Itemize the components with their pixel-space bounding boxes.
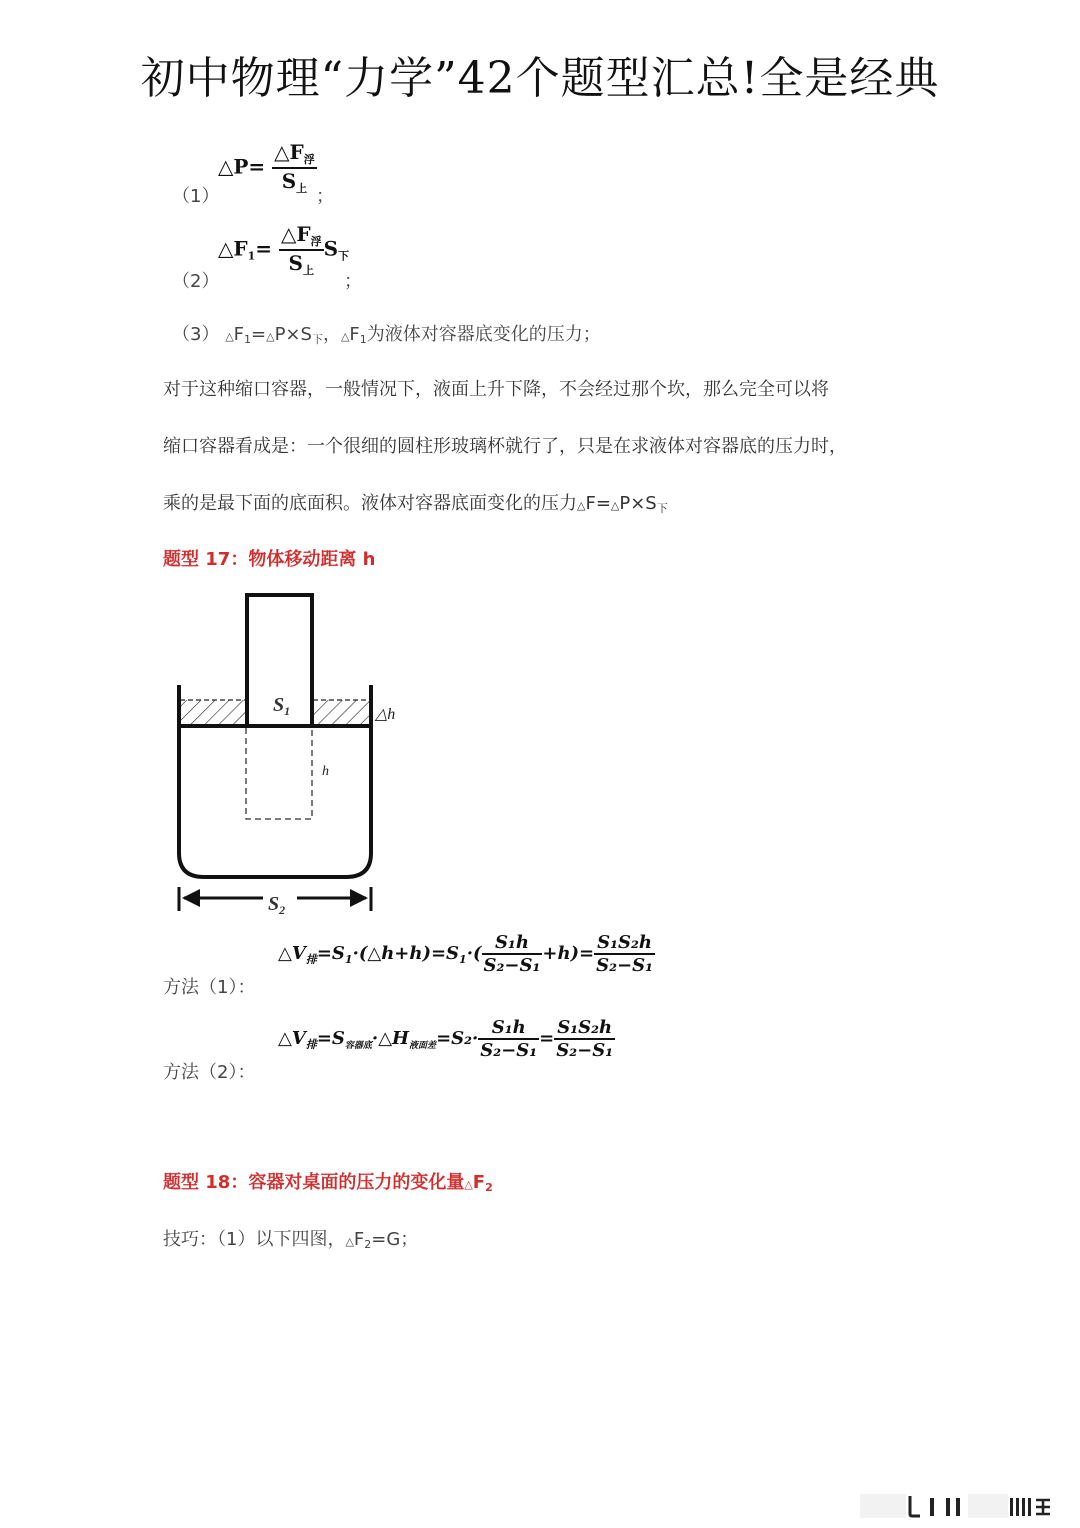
delta-symbol: △ <box>225 330 234 343</box>
method-1-eq3: ·( <box>466 943 482 964</box>
method-1-formula <box>278 932 655 976</box>
explanation-line-1: 对于这种缩口容器，一般情况下，液面上升下降，不会经过那个坎，那么完全可以将 <box>163 379 829 400</box>
page-title: 初中物理“力学”42个题型汇总!全是经典 <box>140 53 940 104</box>
method-1-fraction-2 <box>594 932 655 976</box>
formula-2-num: △F <box>280 222 311 246</box>
watermark-bars-icon <box>860 1494 1060 1518</box>
formula-1-lhs: △P= <box>218 154 266 179</box>
explanation-line-3-sub: 下 <box>656 502 668 515</box>
method-2-frac1-den: S₂−S₁ <box>480 1040 538 1061</box>
explanation-line-3-c: P×S <box>619 493 657 514</box>
method-2-eq4: = <box>539 1028 555 1049</box>
method-2-label: 方法（2）： <box>163 1062 256 1083</box>
formula-2 <box>218 222 349 278</box>
method-1-fraction-1 <box>482 932 543 976</box>
explanation-line-3-a: 乘的是最下面的底面积。液体对容器底面变化的压力 <box>163 493 577 514</box>
section-17-heading: 题型 17：物体移动距离 h <box>163 549 376 570</box>
hatch-region-right <box>313 700 371 726</box>
section-18-tip-b: F <box>353 1229 365 1250</box>
formula-1-label: （1） <box>172 186 220 207</box>
label-s2: $S_2$ <box>268 893 286 917</box>
formula-2-den: S <box>288 251 303 275</box>
label-h: h <box>322 764 329 779</box>
section-18-heading-b: F <box>472 1172 486 1193</box>
method-2-eq1: =S <box>316 1028 345 1049</box>
formula-1-num: △F <box>274 140 304 164</box>
section-18-heading <box>163 1168 493 1194</box>
formula-3-b: = <box>251 324 267 345</box>
method-2-frac2-num: S₁S₂h <box>554 1017 615 1040</box>
formula-2-label: （2） <box>172 271 220 292</box>
method-2-lhs: △V <box>278 1028 306 1049</box>
formula-3-c-sub: 下 <box>311 333 323 346</box>
formula-2-den-sub: 上 <box>303 264 314 277</box>
method-1-frac2-num: S₁S₂h <box>594 932 655 955</box>
formula-2-num-sub: 浮 <box>310 235 322 248</box>
method-1-eq1-sub: 1 <box>344 953 353 966</box>
method-1-eq2-sub: 1 <box>459 953 467 966</box>
container-diagram <box>160 585 420 925</box>
method-2-formula <box>278 1017 615 1061</box>
formula-3 <box>172 320 601 347</box>
s2-arrowhead-right <box>350 889 368 907</box>
formula-1-end: ； <box>316 186 334 207</box>
method-2-eq3: =S₂· <box>436 1028 479 1049</box>
s2-arrowhead-left <box>182 889 200 907</box>
formula-1-den: S <box>281 169 297 193</box>
formula-3-f: 为液体对容器底变化的压力； <box>366 324 601 345</box>
delta-symbol: △ <box>266 330 275 343</box>
method-1-frac2-den: S₂−S₁ <box>596 955 653 976</box>
method-2-eq2-sub: 液面差 <box>409 1041 437 1051</box>
formula-1-num-sub: 浮 <box>303 153 315 166</box>
method-1-label: 方法（1）： <box>163 977 256 998</box>
formula-3-a: F <box>233 324 245 345</box>
explanation-line-2: 缩口容器看成是：一个很细的圆柱形玻璃杯就行了，只是在求液体对容器底的压力时， <box>163 436 847 457</box>
method-2-frac2-den: S₂−S₁ <box>556 1040 614 1061</box>
method-1-eq1: =S <box>316 943 345 964</box>
method-2-eq1-sub: 容器底 <box>344 1041 372 1051</box>
formula-2-lhs-sub: 1 <box>247 249 256 263</box>
formula-2-tail: S <box>323 236 339 261</box>
explanation-line-3-b: F= <box>585 493 611 514</box>
formula-3-e-sub: 1 <box>359 333 367 346</box>
formula-3-e: F <box>349 324 360 345</box>
section-18-tip-a: 技巧：（1）以下四图， <box>163 1229 346 1250</box>
method-2-eq2: ·△H <box>371 1028 410 1049</box>
delta-symbol: △ <box>345 1235 354 1248</box>
section-18-heading-a: 题型 18：容器对桌面的压力的变化量 <box>163 1172 465 1193</box>
explanation-line-3 <box>163 489 668 516</box>
method-1-frac1-num: S₁h <box>482 932 543 955</box>
method-1-lhs: △V <box>278 943 306 964</box>
method-2-fraction-2 <box>554 1017 615 1061</box>
delta-symbol: △ <box>340 330 350 343</box>
hatch-region-left <box>180 700 246 726</box>
delta-symbol: △ <box>610 499 620 512</box>
formula-2-eq: = <box>255 236 273 261</box>
method-2-lhs-sub: 排 <box>305 1038 317 1051</box>
formula-1-den-sub: 上 <box>296 182 308 195</box>
delta-symbol: △ <box>577 499 586 512</box>
method-1-eq2: ·(△h+h)=S <box>352 943 460 964</box>
formula-3-d: ， <box>322 324 341 345</box>
section-18-tip-c: =G； <box>371 1229 419 1250</box>
formula-1 <box>218 140 317 196</box>
section-18-tip-sub: 2 <box>364 1238 372 1251</box>
formula-2-lhs: △F <box>218 236 248 261</box>
formula-3-label: （3） <box>172 324 220 345</box>
formula-2-fraction <box>279 222 324 278</box>
formula-3-a-sub: 1 <box>244 333 252 346</box>
method-1-frac1-den: S₂−S₁ <box>483 955 541 976</box>
formula-2-tail-sub: 下 <box>338 249 350 263</box>
formula-3-c: P×S <box>274 324 312 345</box>
formula-1-fraction <box>272 140 317 196</box>
method-1-lhs-sub: 排 <box>305 953 317 966</box>
method-1-eq4: +h)= <box>542 943 595 964</box>
label-delta-h: △h <box>375 706 396 723</box>
label-s1: $S_1$ <box>273 694 291 718</box>
section-18-tip <box>163 1225 418 1251</box>
delta-symbol: △ <box>464 1178 473 1191</box>
formula-2-end: ； <box>344 271 362 292</box>
method-2-frac1-num: S₁h <box>478 1017 539 1040</box>
method-2-fraction-1 <box>478 1017 539 1061</box>
block-original-position <box>246 728 312 819</box>
section-18-heading-sub: 2 <box>485 1181 493 1194</box>
